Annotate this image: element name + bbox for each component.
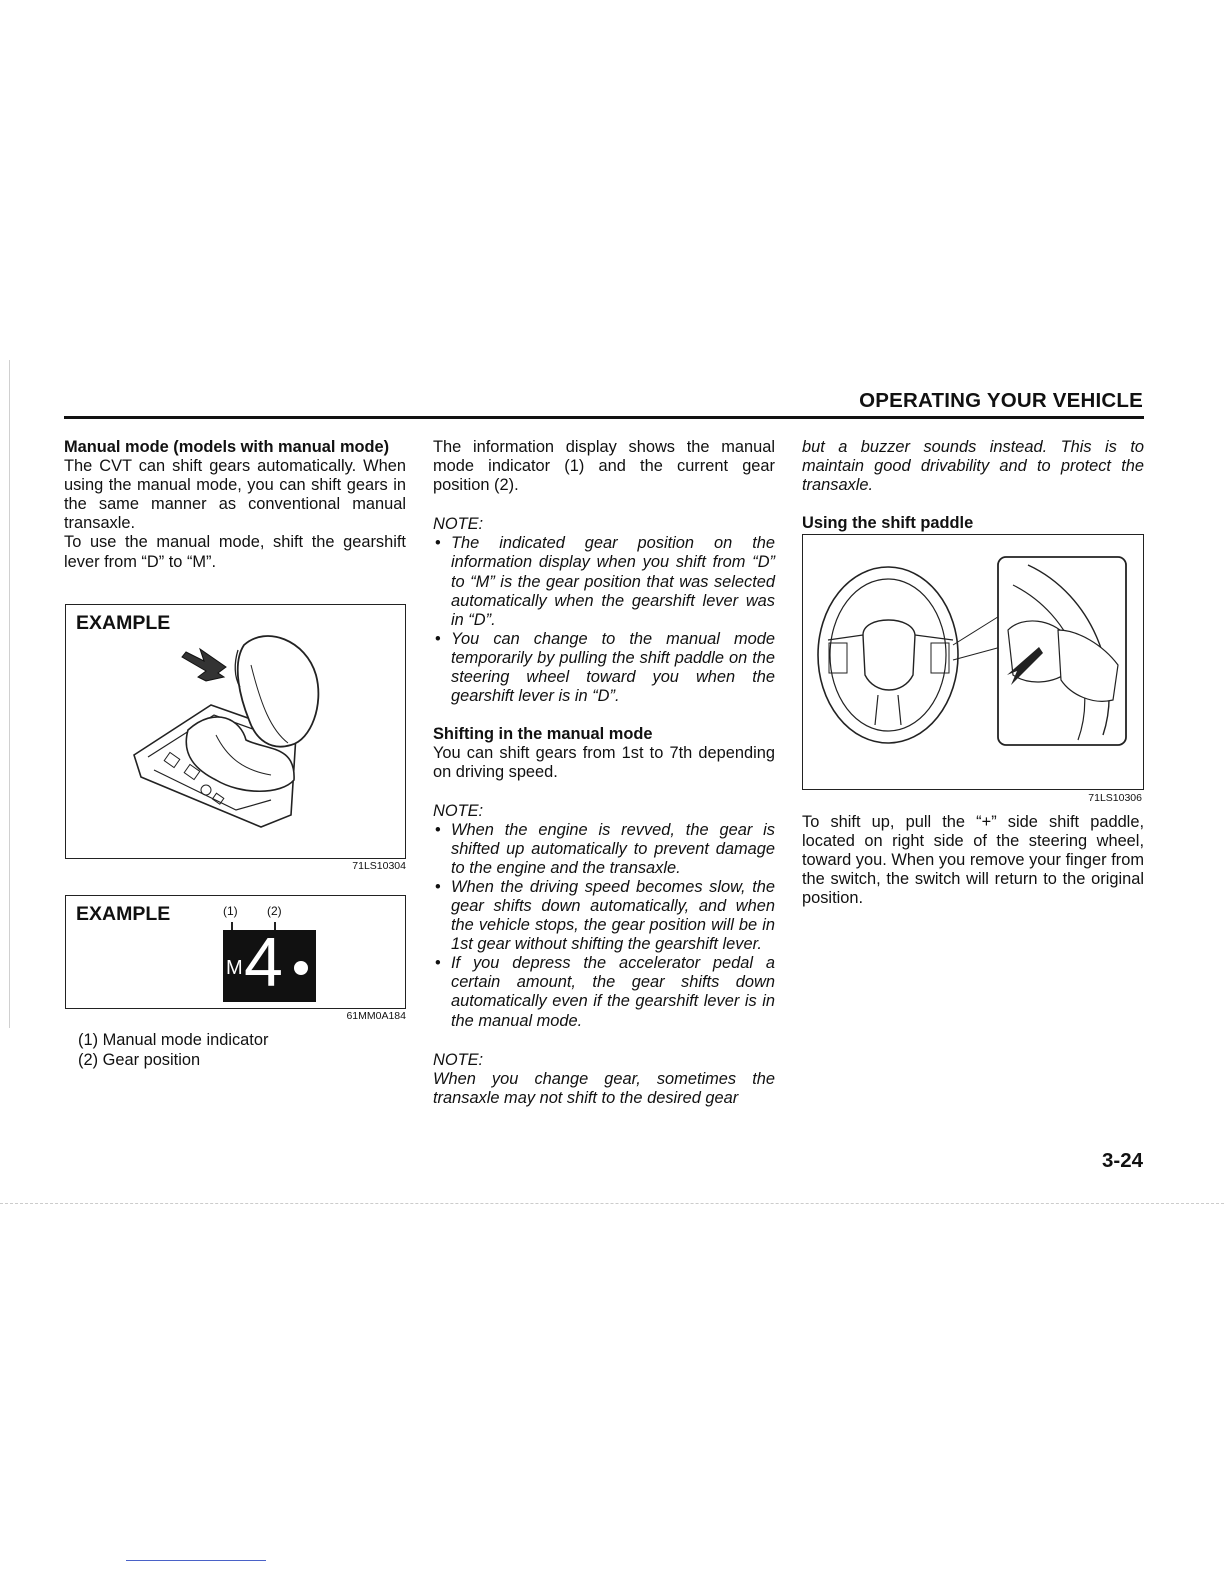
legend-item-1: (1) Manual mode indicator bbox=[78, 1031, 269, 1049]
indicator-dot-icon bbox=[294, 961, 308, 975]
manual-mode-intro: The CVT can shift gears automatically. When using the manual mode, you can shift gears in the same manner as conventional manual transaxle. bbox=[64, 457, 406, 533]
steering-wheel-illustration bbox=[803, 535, 1143, 789]
section-title: OPERATING YOUR VEHICLE bbox=[859, 389, 1143, 412]
shift-paddle-text: To shift up, pull the “+” side shift paddle, located on right side of the steering wheel, toward you. When you remove your finger from the switch, the switch will return to the original position. bbox=[802, 813, 1144, 908]
note-item: • When the driving speed becomes slow, the gear shifts down automatically, and when the vehicle stops, the gear position will be in 1st gear without shifting the gearshift lever. bbox=[433, 878, 775, 954]
callout-1: (1) bbox=[223, 904, 238, 918]
callout-2: (2) bbox=[267, 904, 282, 918]
note-label: NOTE: bbox=[433, 1050, 484, 1069]
manual-mode-heading: Manual mode (models with manual mode) bbox=[64, 438, 390, 456]
page-number: 3-24 bbox=[1101, 1149, 1143, 1172]
note-label: NOTE: bbox=[433, 515, 484, 534]
note-item: • You can change to the manual mode temporarily by pulling the shift paddle on the steering wheel toward you when the gearshift lever is in “D”. bbox=[433, 630, 775, 706]
middle-column bbox=[433, 438, 775, 1108]
figure-legend bbox=[78, 1031, 268, 1070]
scan-margin-line bbox=[9, 360, 10, 1028]
right-column-lower bbox=[802, 813, 1144, 908]
gearshift-figure bbox=[65, 604, 406, 859]
figure-example-label: EXAMPLE bbox=[76, 903, 171, 925]
figure-example-label: EXAMPLE bbox=[76, 612, 171, 634]
scan-bottom-line bbox=[0, 1203, 1224, 1204]
shift-paddle-figure bbox=[802, 534, 1144, 790]
note-item: • If you depress the accelerator pedal a certain amount, the gear shifts down automatically even if the gearshift lever is in the manual mode. bbox=[433, 954, 775, 1030]
figure-code-2: 61MM0A184 bbox=[346, 1010, 406, 1022]
legend-item-2: (2) Gear position bbox=[78, 1050, 201, 1069]
note-continuation: but a buzzer sounds instead. This is to maintain good drivability and to protect the transaxle. bbox=[802, 438, 1144, 495]
gear-display bbox=[223, 923, 316, 1002]
header-rule bbox=[64, 416, 1144, 419]
note-item: • The indicated gear position on the information display when you shift from “D” to “M” is the gear position that was selected automatically when the gearshift lever was in “D”. bbox=[433, 534, 775, 629]
manual-mode-indicator-figure bbox=[65, 895, 406, 1009]
manual-mode-letter: M bbox=[226, 957, 243, 979]
figure-code-3: 71LS10306 bbox=[1088, 792, 1142, 804]
shift-direction-arrow-icon bbox=[182, 649, 226, 681]
manual-mode-instruction: To use the manual mode, shift the gearshift lever from “D” to “M”. bbox=[64, 533, 406, 571]
shift-paddle-heading: Using the shift paddle bbox=[802, 514, 974, 533]
right-column bbox=[802, 438, 1144, 533]
note-item: • When the engine is revved, the gear is shifted up automatically to prevent damage to the engine and the transaxle. bbox=[433, 821, 775, 878]
left-column bbox=[64, 438, 406, 572]
shifting-heading: Shifting in the manual mode bbox=[433, 725, 653, 744]
info-display-text: The information display shows the manual mode indicator (1) and the current gear position (2). bbox=[433, 438, 775, 495]
note-list-1 bbox=[433, 534, 775, 706]
note-text: When you change gear, sometimes the transaxle may not shift to the desired gear bbox=[433, 1069, 775, 1107]
note-label: NOTE: bbox=[433, 801, 484, 820]
figure-code-1: 71LS10304 bbox=[352, 860, 406, 872]
gear-position-digit: 4 bbox=[244, 923, 283, 1001]
scan-blue-line bbox=[126, 1560, 266, 1561]
shifting-text: You can shift gears from 1st to 7th depending on driving speed. bbox=[433, 744, 775, 782]
note-list-2 bbox=[433, 821, 775, 1031]
gearshift-lever-illustration bbox=[66, 605, 405, 858]
